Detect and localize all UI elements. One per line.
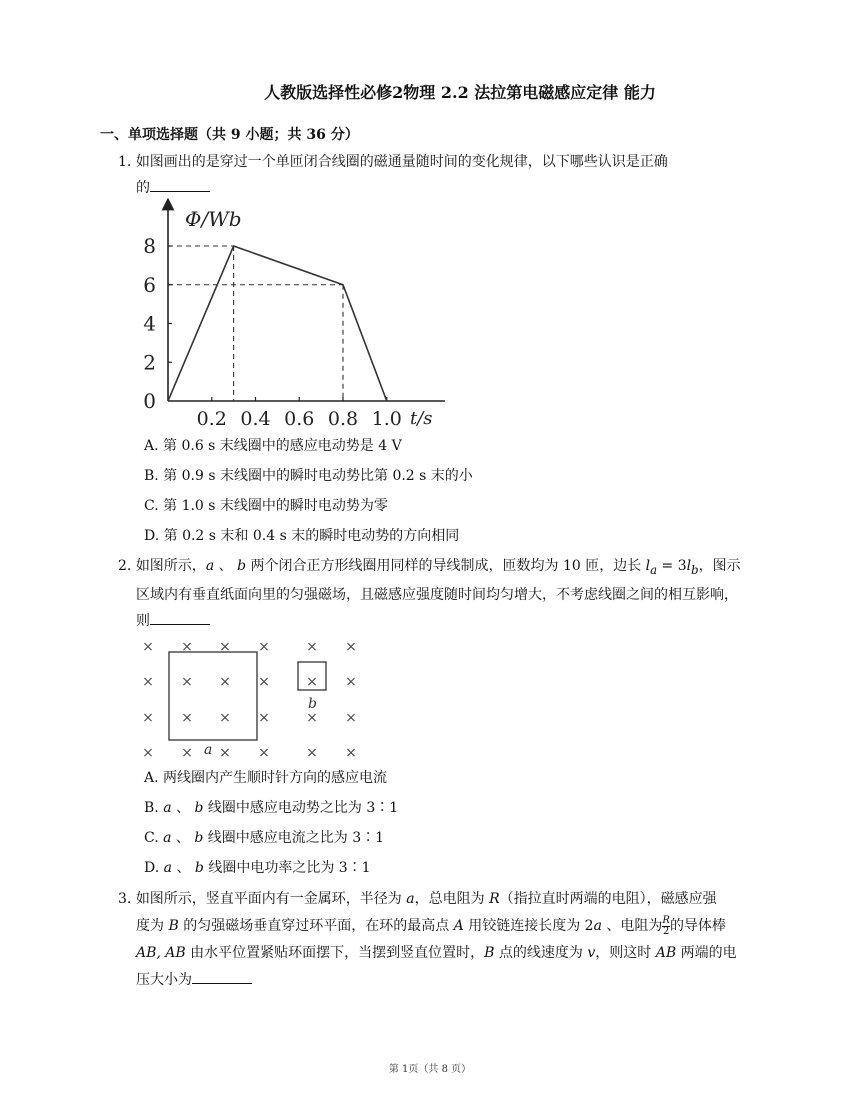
question-number: 3. [118,891,132,907]
q3-text-cont: 压大小为 [136,972,192,988]
field-cross: × [345,745,357,761]
q3-var-R: R [489,891,500,907]
x-tick-label: 1.0 [371,408,402,430]
answer-blank[interactable] [150,175,210,192]
field-cross: × [142,639,154,655]
coil-a [169,652,257,740]
q3-var-B: B [168,918,179,934]
q2-text: 如图所示， [135,558,206,574]
sep: 、 [172,860,195,876]
q2-text: 两个闭合正方形线圈用同样的导线制成，匝数均为 10 匝，边长 [246,558,646,574]
field-cross: × [219,710,231,726]
q3-var-AB: AB, AB [136,945,186,961]
q2-option-a[interactable]: A. 两线圈内产生顺时针方向的感应电流 [144,770,388,786]
field-cross: × [219,674,231,690]
q2-text-cont: 则 [136,612,150,629]
var-b: b [194,800,204,816]
question-text-cont: 的 [136,180,150,196]
coil-b-label: b [308,696,317,712]
field-cross: × [181,745,193,761]
x-tick-label: 0.8 [327,408,359,430]
x-tick-label: 0.6 [284,408,315,430]
field-cross: × [258,745,270,761]
coil-a-label: a [204,742,213,758]
q3-text: 、电阻为 [601,918,663,934]
q3-text: ，则这时 [595,945,656,961]
q3-text: 由水平位置紧贴环面摆下，当摆到竖直位置时， [185,945,485,961]
field-cross: × [219,745,231,761]
q2-var-b: b [237,558,247,574]
sep: 、 [171,830,195,846]
x-axis-label: t/s [410,408,433,429]
q3-var-AB: AB [655,945,677,961]
section-heading: 一、单项选择题（共 9 小题；共 36 分） [100,127,359,143]
q1-option-a[interactable]: A. 第 0.6 s 末线圈中的感应电动势是 4 V [144,438,402,454]
question-number: 1. [118,154,132,170]
y-axis-label: Φ/Wb [185,207,242,231]
x-tick-label: 0.4 [240,408,271,430]
flux-time-graph [135,198,455,430]
opt-text: 线圈中感应电动势之比为 3∶1 [203,800,399,816]
question-3 [118,886,763,994]
field-cross: × [181,710,193,726]
opt-prefix: D. [144,860,164,876]
q2-eq: = 3 [657,558,687,574]
q2-var-a: a [205,558,215,574]
q3-fraction [662,916,670,937]
q3-text: 两端的电 [676,945,737,961]
field-cross: × [345,639,357,655]
var-a: a [163,860,172,876]
field-cross: × [142,674,154,690]
field-cross: × [306,710,318,726]
question-number: 2. [118,558,132,574]
page-footer: 第 1页（共 8 页） [388,1064,472,1075]
q3-text: （指拉直时两端的电阻），磁感应强 [499,891,717,907]
y-tick-label: 2 [143,350,156,375]
q2-option-d[interactable] [144,858,371,878]
opt-prefix: C. [144,830,164,846]
q3-text: 如图所示，竖直平面内有一金属环，半径为 [135,891,407,907]
field-cross: × [306,674,318,690]
q2-option-c[interactable] [144,828,384,848]
question-text: 如图画出的是穿过一个单匝闭合线圈的磁通量随时间的变化规律，以下哪些认识是正确 [135,154,668,170]
x-tick-label: 0.2 [196,408,227,430]
q2-text-cont: 区域内有垂直纸面向里的匀强磁场，且磁感应强度随时间均匀增大，不考虑线圈之间的相互影响， [136,586,738,603]
field-cross: × [345,674,357,690]
q3-var-v: v [587,945,596,961]
frac-num: R [662,914,670,926]
q3-text: 的导体棒 [669,918,726,934]
q2-sub-b: b [691,562,699,577]
q3-text: 用铰链连接长度为 2 [463,918,594,934]
field-cross: × [258,710,270,726]
y-tick-label: 8 [143,234,156,258]
q3-text: ，总电阻为 [414,891,490,907]
question-1 [118,150,763,201]
y-tick-label: 4 [143,311,156,336]
q3-var-a: a [593,918,602,934]
magnetic-field-figure [135,632,375,762]
q2-option-b[interactable] [144,798,398,818]
q3-var-A: A [453,918,464,934]
q2-text: ，图示 [698,558,741,574]
q2-sep: 、 [214,558,238,574]
q2-var-l2: l [686,558,692,574]
q2-sub-a: a [650,562,658,577]
q3-text: 的匀强磁场垂直穿过环平面，在环的最高点 [178,918,454,934]
q3-text: 度为 [136,918,169,934]
page-title: 人教版选择性必修2物理 2.2 法拉第电磁感应定律 能力 [264,83,656,102]
q1-option-d[interactable]: D. 第 0.2 s 末和 0.4 s 末的瞬时电动势的方向相同 [144,528,460,544]
var-b: b [194,860,204,876]
field-cross: × [306,639,318,655]
y-tick-label: 0 [143,389,156,413]
field-cross: × [142,745,154,761]
opt-prefix: B. [144,800,164,816]
field-cross: × [181,639,193,655]
var-a: a [163,800,172,816]
var-a: a [163,830,172,846]
opt-text: 线圈中感应电流之比为 3∶1 [203,830,385,846]
field-cross: × [219,639,231,655]
question-2 [118,554,763,634]
q1-option-b[interactable]: B. 第 0.9 s 末线圈中的瞬时电动势比第 0.2 s 末的小 [144,468,473,484]
q1-option-c[interactable]: C. 第 1.0 s 末线圈中的瞬时电动势为零 [144,498,388,514]
opt-text: 线圈中电功率之比为 3∶1 [203,860,371,876]
field-cross: × [142,710,154,726]
frac-den: 2 [662,925,670,937]
sep: 、 [171,800,195,816]
field-cross: × [306,745,318,761]
q3-var-a: a [406,891,415,907]
field-cross: × [258,639,270,655]
field-cross: × [258,674,270,690]
q2-var-l: l [645,558,651,574]
field-cross: × [181,674,193,690]
var-b: b [194,830,204,846]
q3-text: 点的线速度为 [494,945,588,961]
q3-var-B: B [484,945,495,961]
flux-line [168,246,387,401]
answer-blank[interactable] [150,608,210,625]
answer-blank[interactable] [192,967,252,984]
field-cross: × [345,710,357,726]
y-tick-label: 6 [143,272,156,297]
